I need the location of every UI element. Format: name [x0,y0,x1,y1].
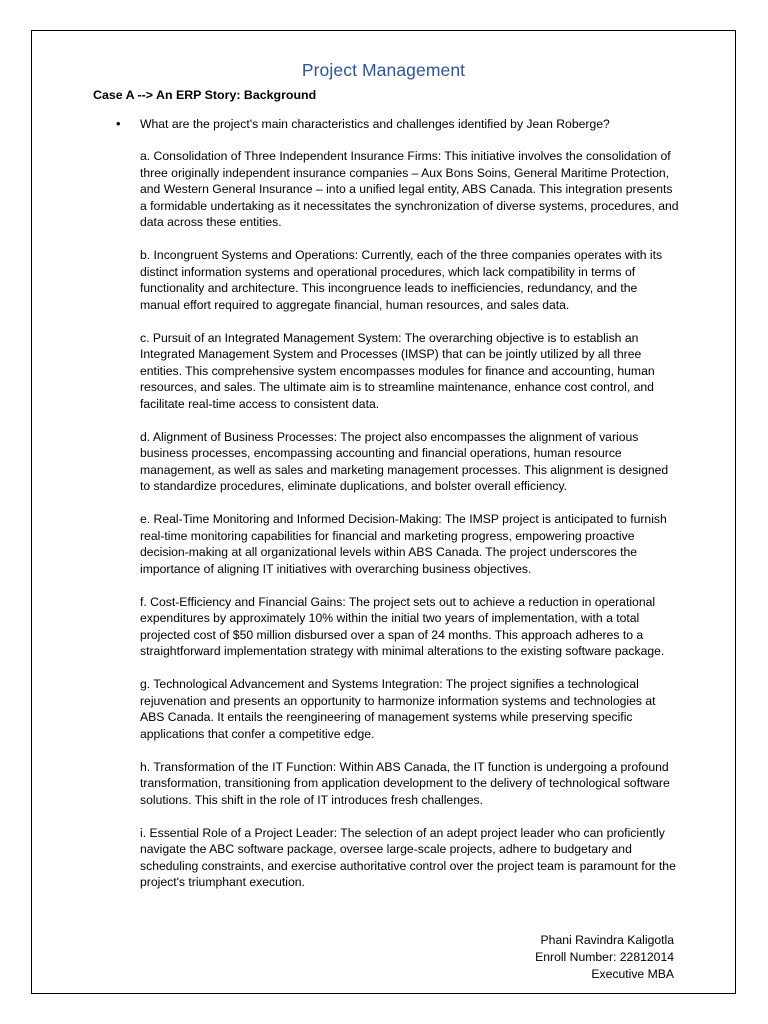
paragraph-b: b. Incongruent Systems and Operations: Currently, each of the three companies operates with its distinct information systems and operational procedures, which lack compatibility in terms of functionality and architecture. This incongruence leads to inefficiencies, redundancy, and the manual effort required to aggregate financial, human resources, and sales data. [140,248,663,312]
document-page [31,30,736,994]
program-name: Executive MBA [591,967,674,981]
paragraph-d: d. Alignment of Business Processes: The project also encompasses the alignment of various business processes, encompassing accounting and financial operations, human resource management, as well as sales and marketing management processes. This alignment is designed to standardize procedures, eliminate duplications, and bolster overall efficiency. [140,429,669,493]
bullet-marker: • [116,116,121,131]
signature-block [535,932,674,983]
paragraph-i: i. Essential Role of a Project Leader: The selection of an adept project leader who can proficiently navigate the ABC software package, oversee large-scale projects, adhere to budgetary and scheduling constraints, and exercise authoritative control over the project team is paramount for the project's triumphant execution. [140,825,676,889]
paragraph-f: f. Cost-Efficiency and Financial Gains: The project sets out to achieve a reduction in operational expenditures by approximately 10% within the initial two years of implementation, with a total projected cost of $50 million disbursed over a span of 24 months. This approach adheres to a straightforward implementation strategy with minimal alterations to the existing software package. [140,594,665,658]
author-name: Phani Ravindra Kaligotla [540,933,674,947]
answer-paragraphs [140,148,680,907]
enroll-number: Enroll Number: 22812014 [535,950,674,964]
paragraph-a: a. Consolidation of Three Independent Insurance Firms: This initiative involves the consolidation of three originally independent insurance companies – Aux Bons Soins, General Maritime Protection, and Western General Insurance – into a unified legal entity, ABS Canada. This integration presents a formidable undertaking as it necessitates the synchronization of diverse systems, procedures, and data across these entities. [140,149,679,229]
question-text: What are the project's main characteristics and challenges identified by Jean Roberge? [140,117,610,131]
case-heading: Case A --> An ERP Story: Background [93,88,317,102]
page-title: Project Management [301,60,466,80]
paragraph-e: e. Real-Time Monitoring and Informed Decision-Making: The IMSP project is anticipated to furnish real-time monitoring capabilities for financial and marketing progress, empowering proactive decision-making at all organizational levels within ABS Canada. The project underscores the importance of aligning IT initiatives with overarching business objectives. [140,512,667,576]
paragraph-h: h. Transformation of the IT Function: Within ABS Canada, the IT function is undergoing a profound transformation, transitioning from application development to the delivery of technological software solutions. This shift in the role of IT introduces fresh challenges. [140,759,670,807]
paragraph-g: g. Technological Advancement and Systems Integration: The project signifies a technological rejuvenation and presents an opportunity to harmonize information systems and technologies at ABS Canada. It entails the reengineering of management systems while preserving specific applications that confer a competitive edge. [140,677,656,741]
paragraph-c: c. Pursuit of an Integrated Management System: The overarching objective is to establish an Integrated Management System and Processes (IMSP) that can be jointly utilized by all three entities. This comprehensive system encompasses modules for finance and accounting, human resources, and sales. The ultimate aim is to streamline maintenance, enhance cost control, and facilitate real-time access to consistent data. [140,330,655,411]
